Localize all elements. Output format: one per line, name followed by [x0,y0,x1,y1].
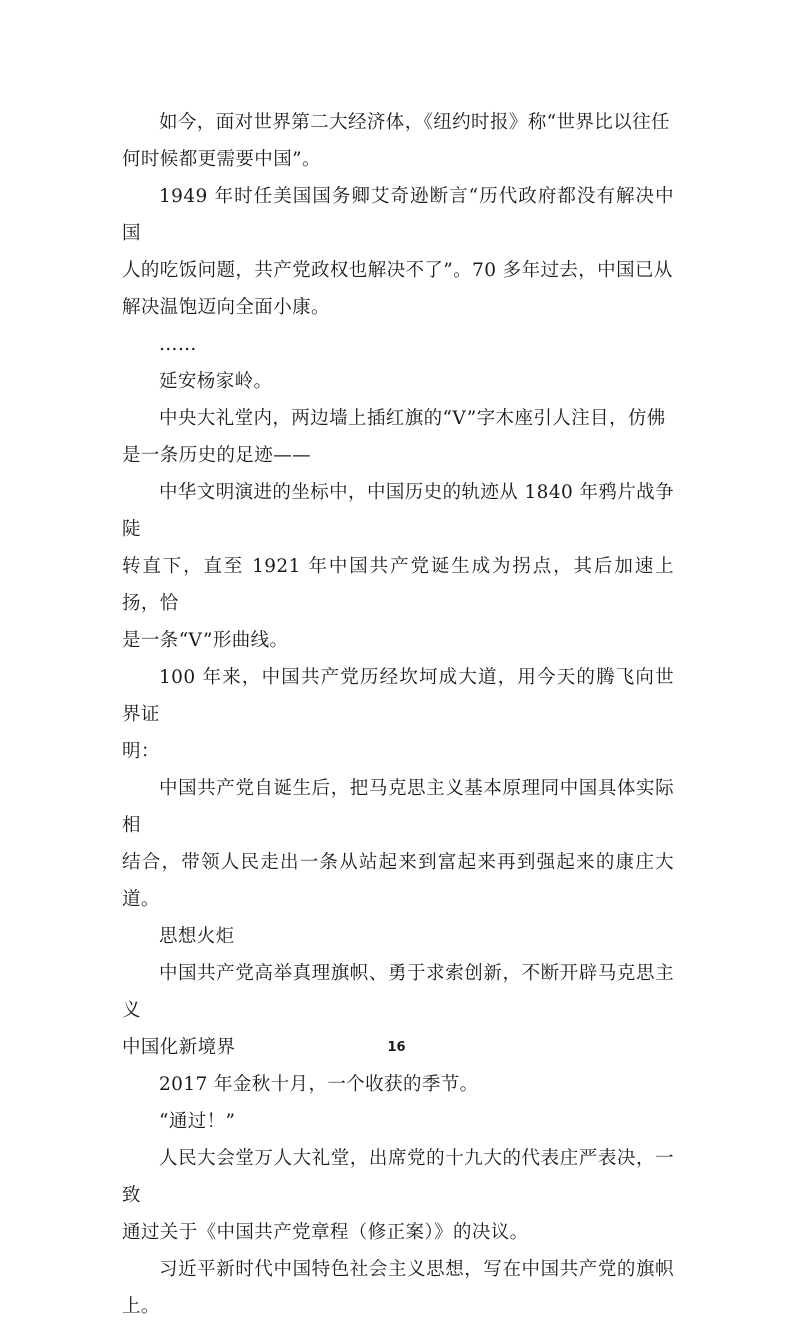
paragraph-line: 是一条历史的足迹—— [122,445,312,466]
paragraph-line: 中华文明演进的坐标中，中国历史的轨迹从 1840 年鸦片战争陡 [122,482,674,540]
page-number: 16 [387,1040,406,1055]
paragraph-ellipsis [122,326,674,363]
paragraph-line: 习近平新时代中国特色社会主义思想，写在中国共产党的旗帜上。 [122,1259,674,1317]
paragraph-line: 转直下，直至 1921 年中国共产党诞生成为拐点，其后加速上扬，恰 [122,556,674,614]
paragraph-line: 是一条“V”形曲线。 [122,630,289,651]
paragraph-2 [122,178,674,326]
paragraph-line: 思想火炬 [159,926,235,947]
paragraph-7 [122,659,674,770]
paragraph-4 [122,363,674,400]
paragraph-line: 明： [122,741,160,762]
paragraph-line: 人的吃饭问题，共产党政权也解决不了”。70 多年过去，中国已从 [122,260,673,281]
paragraph-line: 人民大会堂万人大礼堂，出席党的十九大的代表庄严表决，一致 [122,1148,674,1206]
paragraph-line: 如今，面对世界第二大经济体，《纽约时报》称“世界比以往任 [159,112,670,133]
paragraph-line: 100 年来，中国共产党历经坎坷成大道，用今天的腾飞向世界证 [122,667,674,725]
paragraph-line: 中国化新境界 [122,1037,236,1058]
paragraph-line: 延安杨家岭。 [159,371,273,392]
paragraph-11 [122,1066,674,1103]
paragraph-6 [122,474,674,659]
paragraph-line: …… [159,334,197,355]
paragraph-13 [122,1140,674,1251]
paragraph-5 [122,400,674,474]
document-body [122,104,674,1325]
paragraph-8 [122,770,674,918]
paragraph-line: 中国共产党自诞生后，把马克思主义基本原理同中国具体实际相 [122,778,674,836]
paragraph-line: 何时候都更需要中国”。 [122,149,321,170]
section-heading [122,918,674,955]
paragraph-line: 1949 年时任美国国务卿艾奇逊断言“历代政府都没有解决中国 [122,186,674,244]
paragraph-line: 中国共产党高举真理旗帜、勇于求索创新，不断开辟马克思主义 [122,963,674,1021]
paragraph-line: 通过关于《中国共产党章程（修正案）》的决议。 [122,1222,529,1243]
paragraph-line: “通过！” [159,1111,236,1132]
paragraph-line: 2017 年金秋十月，一个收获的季节。 [159,1074,479,1095]
paragraph-line: 中央大礼堂内，两边墙上插红旗的“V”字木座引人注目，仿佛 [159,408,666,429]
paragraph-1 [122,104,674,178]
paragraph-14 [122,1251,674,1325]
paragraph-line: 结合，带领人民走出一条从站起来到富起来再到强起来的康庄大道。 [122,852,674,910]
paragraph-line: 解决温饱迈向全面小康。 [122,297,330,318]
